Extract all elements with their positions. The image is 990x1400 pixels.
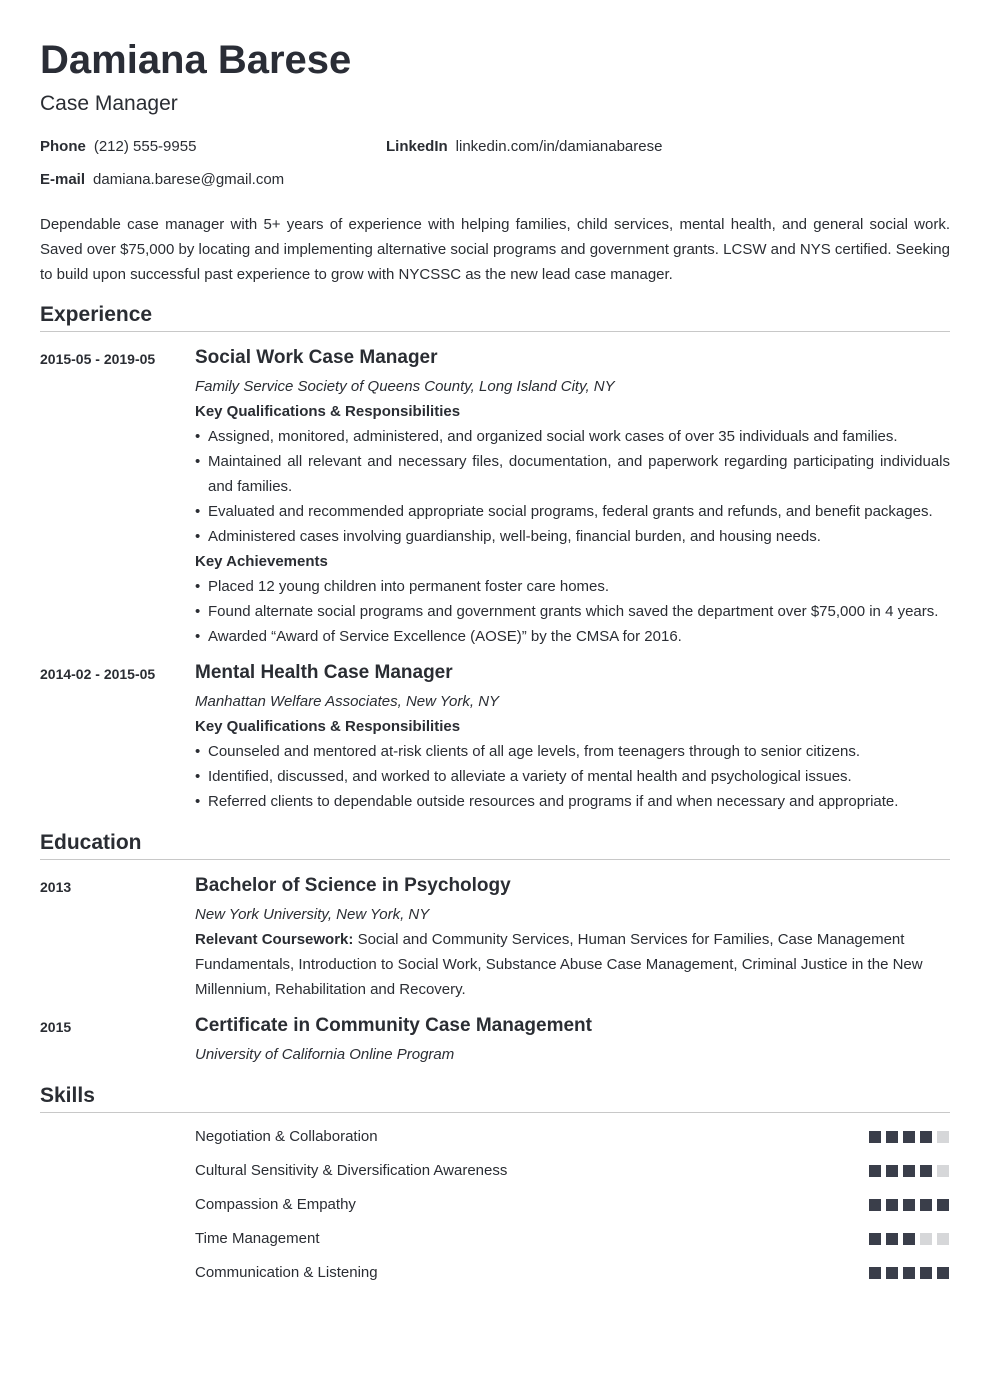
skill-row bbox=[195, 1193, 950, 1217]
phone-label: Phone bbox=[40, 138, 86, 155]
school-name: University of California Online Program bbox=[195, 1046, 455, 1063]
achievements-heading: Key Achievements bbox=[195, 553, 328, 570]
list-item: • Placed 12 young children into permanent foster care homes. bbox=[195, 574, 950, 599]
job-organization: Family Service Society of Queens County, Long Island City, NY bbox=[195, 378, 615, 395]
rating-square-filled bbox=[869, 1165, 881, 1177]
degree-title: Certificate in Community Case Management bbox=[195, 1015, 592, 1036]
job-dates: 2015-05 - 2019-05 bbox=[40, 351, 156, 367]
skill-name: Compassion & Empathy bbox=[195, 1196, 356, 1213]
skill-name: Negotiation & Collaboration bbox=[195, 1128, 378, 1145]
rating-square-filled bbox=[920, 1165, 932, 1177]
qualifications-list bbox=[195, 739, 950, 814]
linkedin-label: LinkedIn bbox=[386, 138, 448, 155]
list-item: • Counseled and mentored at-risk clients of all age levels, from teenagers through to senior citizens. bbox=[195, 739, 950, 764]
coursework bbox=[195, 927, 950, 1002]
job-organization: Manhattan Welfare Associates, New York, NY bbox=[195, 693, 500, 710]
skills-heading: Skills bbox=[40, 1082, 950, 1113]
rating-square-filled bbox=[886, 1267, 898, 1279]
education-year: 2015 bbox=[40, 1019, 72, 1035]
education-details bbox=[195, 1013, 950, 1067]
experience-heading: Experience bbox=[40, 301, 950, 332]
contact-linkedin bbox=[386, 137, 662, 157]
summary-paragraph: Dependable case manager with 5+ years of experience with helping families, child services, mental health, and general social work. Saved over $75,000 by locating and implementing alternative social programs and government grants. LCSW and NYS certified. Seeking to build upon successful past experience to grow with NYCSSC as the new lead case manager. bbox=[40, 216, 950, 283]
rating-square-filled bbox=[903, 1199, 915, 1211]
rating-square-filled bbox=[903, 1233, 915, 1245]
list-item: • Maintained all relevant and necessary files, documentation, and paperwork regarding participating individuals and families. bbox=[195, 449, 950, 499]
skill-rating bbox=[869, 1199, 949, 1211]
rating-square-filled bbox=[937, 1267, 949, 1279]
skill-name: Time Management bbox=[195, 1230, 320, 1247]
contact-phone bbox=[40, 137, 196, 157]
qualifications-list bbox=[195, 424, 950, 549]
education-details bbox=[195, 873, 950, 1002]
list-item: • Evaluated and recommended appropriate social programs, federal grants and refunds, and benefit packages. bbox=[195, 499, 950, 524]
list-item: • Awarded “Award of Service Excellence (AOSE)” by the CMSA for 2016. bbox=[195, 624, 950, 649]
rating-square-filled bbox=[920, 1131, 932, 1143]
skill-rating bbox=[869, 1267, 949, 1279]
rating-square-empty bbox=[937, 1165, 949, 1177]
rating-square-filled bbox=[920, 1267, 932, 1279]
list-item: • Referred clients to dependable outside resources and programs if and when necessary and appropriate. bbox=[195, 789, 950, 814]
skill-name: Cultural Sensitivity & Diversification Awareness bbox=[195, 1162, 508, 1179]
rating-square-filled bbox=[920, 1199, 932, 1211]
skill-row bbox=[195, 1227, 950, 1251]
rating-square-filled bbox=[869, 1131, 881, 1143]
skill-name: Communication & Listening bbox=[195, 1264, 378, 1281]
list-item: • Identified, discussed, and worked to alleviate a variety of mental health and psychological issues. bbox=[195, 764, 950, 789]
job-title: Mental Health Case Manager bbox=[195, 662, 453, 683]
linkedin-value: linkedin.com/in/damianabarese bbox=[455, 138, 663, 155]
skill-rating bbox=[869, 1131, 949, 1143]
coursework-text: Social and Community Services, Human Services for Families, Case Management Fundamentals, Introduction to Social Work, Substance Abuse Case Management, Criminal Justice in the New Millennium, Rehabilitation and Recovery. bbox=[195, 931, 923, 998]
rating-square-filled bbox=[869, 1267, 881, 1279]
list-item: • Assigned, monitored, administered, and organized social work cases of over 35 individuals and families. bbox=[195, 424, 950, 449]
candidate-role: Case Manager bbox=[40, 92, 178, 115]
rating-square-filled bbox=[869, 1199, 881, 1211]
rating-square-filled bbox=[886, 1233, 898, 1245]
coursework-label: Relevant Coursework: bbox=[195, 931, 354, 948]
rating-square-filled bbox=[869, 1233, 881, 1245]
contact-email bbox=[40, 170, 284, 190]
skill-rating bbox=[869, 1233, 949, 1245]
job-details bbox=[195, 345, 950, 649]
skill-row bbox=[195, 1261, 950, 1285]
education-year: 2013 bbox=[40, 879, 72, 895]
rating-square-filled bbox=[937, 1199, 949, 1211]
list-item: • Found alternate social programs and government grants which saved the department over $75,000 in 4 years. bbox=[195, 599, 950, 624]
email-label: E-mail bbox=[40, 171, 86, 188]
job-dates: 2014-02 - 2015-05 bbox=[40, 666, 156, 682]
job-title: Social Work Case Manager bbox=[195, 347, 438, 368]
rating-square-filled bbox=[903, 1131, 915, 1143]
rating-square-empty bbox=[937, 1233, 949, 1245]
rating-square-empty bbox=[937, 1131, 949, 1143]
degree-title: Bachelor of Science in Psychology bbox=[195, 875, 511, 896]
job-details bbox=[195, 660, 950, 814]
achievements-list bbox=[195, 574, 950, 649]
rating-square-filled bbox=[903, 1165, 915, 1177]
skill-row bbox=[195, 1159, 950, 1183]
email-value: damiana.barese@gmail.com bbox=[93, 171, 285, 188]
rating-square-filled bbox=[886, 1165, 898, 1177]
skill-row bbox=[195, 1125, 950, 1149]
qualifications-heading: Key Qualifications & Responsibilities bbox=[195, 403, 461, 420]
school-name: New York University, New York, NY bbox=[195, 906, 430, 923]
rating-square-filled bbox=[886, 1199, 898, 1211]
qualifications-heading: Key Qualifications & Responsibilities bbox=[195, 718, 461, 735]
education-heading: Education bbox=[40, 829, 950, 860]
rating-square-filled bbox=[903, 1267, 915, 1279]
phone-value: (212) 555-9955 bbox=[93, 138, 197, 155]
rating-square-empty bbox=[920, 1233, 932, 1245]
rating-square-filled bbox=[886, 1131, 898, 1143]
list-item: • Administered cases involving guardianship, well-being, financial burden, and housing needs. bbox=[195, 524, 950, 549]
skill-rating bbox=[869, 1165, 949, 1177]
candidate-name: Damiana Barese bbox=[40, 38, 352, 82]
